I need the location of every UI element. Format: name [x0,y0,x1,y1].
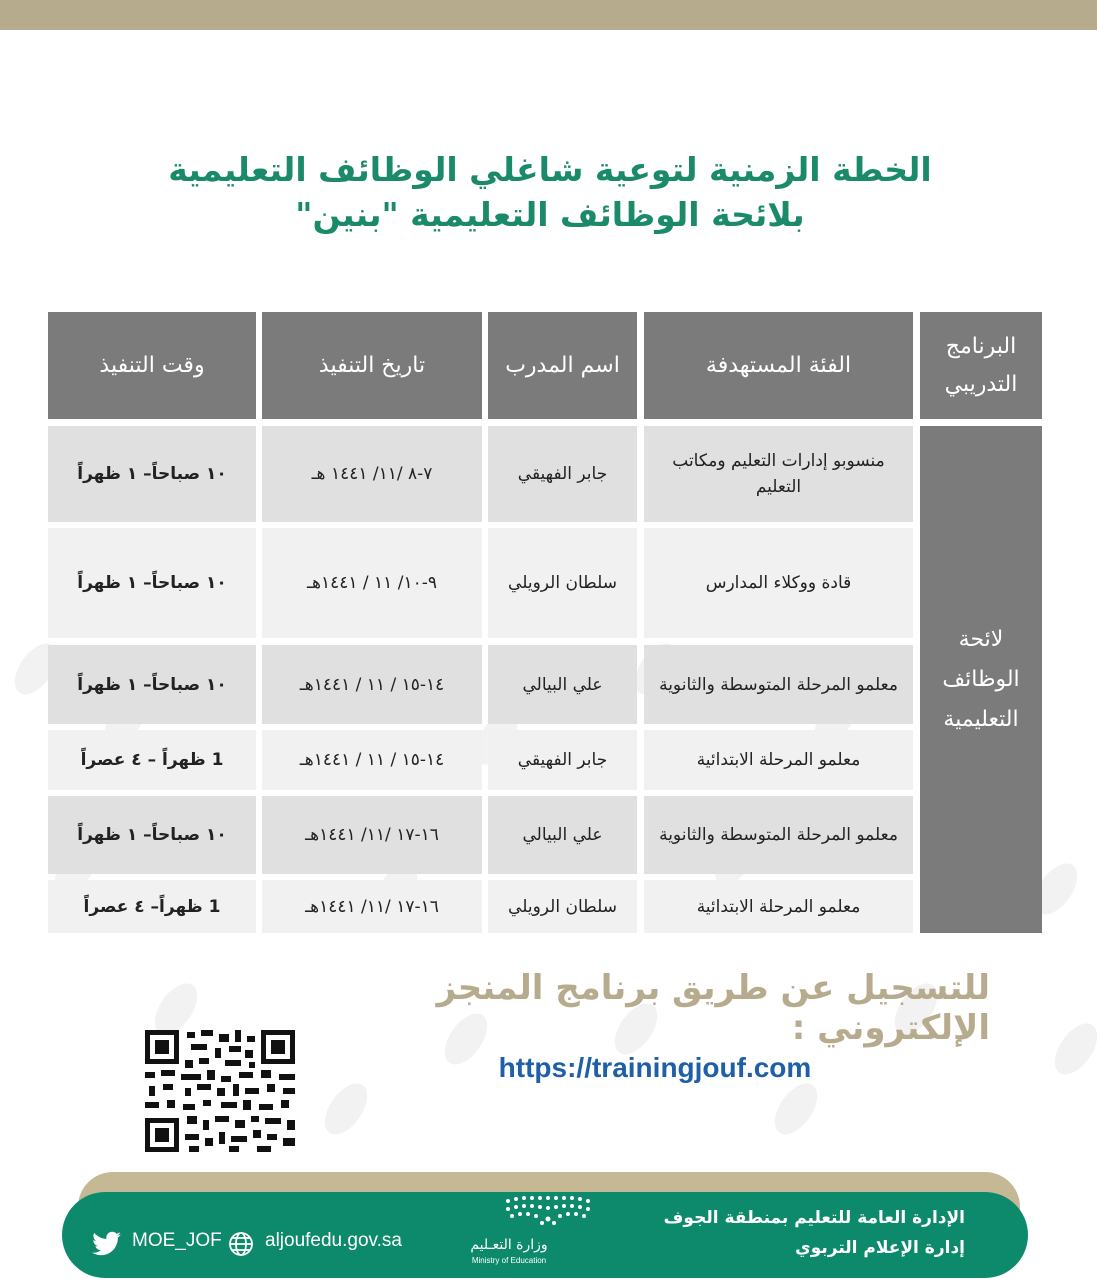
schedule-table [48,312,1042,933]
qr-code[interactable] [145,1030,295,1152]
footer-media-office: إدارة الإعلام التربوي [795,1238,965,1258]
row-5-trainer: علي البيالي [488,796,637,874]
row-4-audience: معلمو المرحلة الابتدائية [644,730,913,790]
twitter-icon [92,1231,122,1257]
header-program: البرنامج التدريبي [920,312,1042,419]
row-1-audience: منسوبو إدارات التعليم ومكاتب التعليم [644,426,913,522]
header-date: تاريخ التنفيذ [262,312,482,419]
row-3-date: ١٤-١٥ / ١١ / ١٤٤١هـ [262,645,482,724]
row-6-date: ١٦-١٧ /١١/ ١٤٤١هـ [262,880,482,933]
row-2-audience: قادة ووكلاء المدارس [644,528,913,638]
row-4-date: ١٤-١٥ / ١١ / ١٤٤١هـ [262,730,482,790]
row-4-time: 1 ظهراً – ٤ عصراً [48,730,256,790]
row-6-trainer: سلطان الرويلي [488,880,637,933]
ministry-name-english: Ministry of Education [471,1256,547,1265]
registration-text: للتسجيل عن طريق برنامج المنجز الإلكتروني : [436,968,990,1048]
header-trainer: اسم المدرب [488,312,637,419]
row-4-trainer: جابر الفهيقي [488,730,637,790]
row-2-date: ٩-١٠/ ١١ / ١٤٤١هـ [262,528,482,638]
header-audience: الفئة المستهدفة [644,312,913,419]
row-3-trainer: علي البيالي [488,645,637,724]
row-1-time: ١٠ صباحاً– ١ ظهراً [48,426,256,522]
header-time: وقت التنفيذ [48,312,256,419]
ministry-name-arabic: وزارة التعـليم [470,1237,548,1253]
row-5-time: ١٠ صباحاً– ١ ظهراً [48,796,256,874]
title-line-1: الخطة الزمنية لتوعية شاغلي الوظائف التعليمية [168,150,932,189]
row-2-trainer: سلطان الرويلي [488,528,637,638]
title-line-2: بلائحة الوظائف التعليمية "بنين" [295,195,805,234]
row-5-date: ١٦-١٧ /١١/ ١٤٤١هـ [262,796,482,874]
program-cell: لائحة الوظائف التعليمية [920,426,1042,933]
top-band [0,0,1097,30]
row-6-audience: معلمو المرحلة الابتدائية [644,880,913,933]
row-3-audience: معلمو المرحلة المتوسطة والثانوية [644,645,913,724]
footer-department: الإدارة العامة للتعليم بمنطقة الجوف [663,1208,965,1228]
row-5-audience: معلمو المرحلة المتوسطة والثانوية [644,796,913,874]
row-3-time: ١٠ صباحاً– ١ ظهراً [48,645,256,724]
website-link[interactable]: aljoufedu.gov.sa [265,1230,402,1251]
row-2-time: ١٠ صباحاً– ١ ظهراً [48,528,256,638]
row-1-trainer: جابر الفهيقي [488,426,637,522]
twitter-handle[interactable]: MOE_JOF [132,1230,222,1251]
registration-link[interactable]: https://trainingjouf.com [498,1052,812,1083]
row-1-date: ٧-٨ /١١/ ١٤٤١ هـ [262,426,482,522]
globe-icon [228,1231,254,1257]
row-6-time: 1 ظهراً– ٤ عصراً [48,880,256,933]
